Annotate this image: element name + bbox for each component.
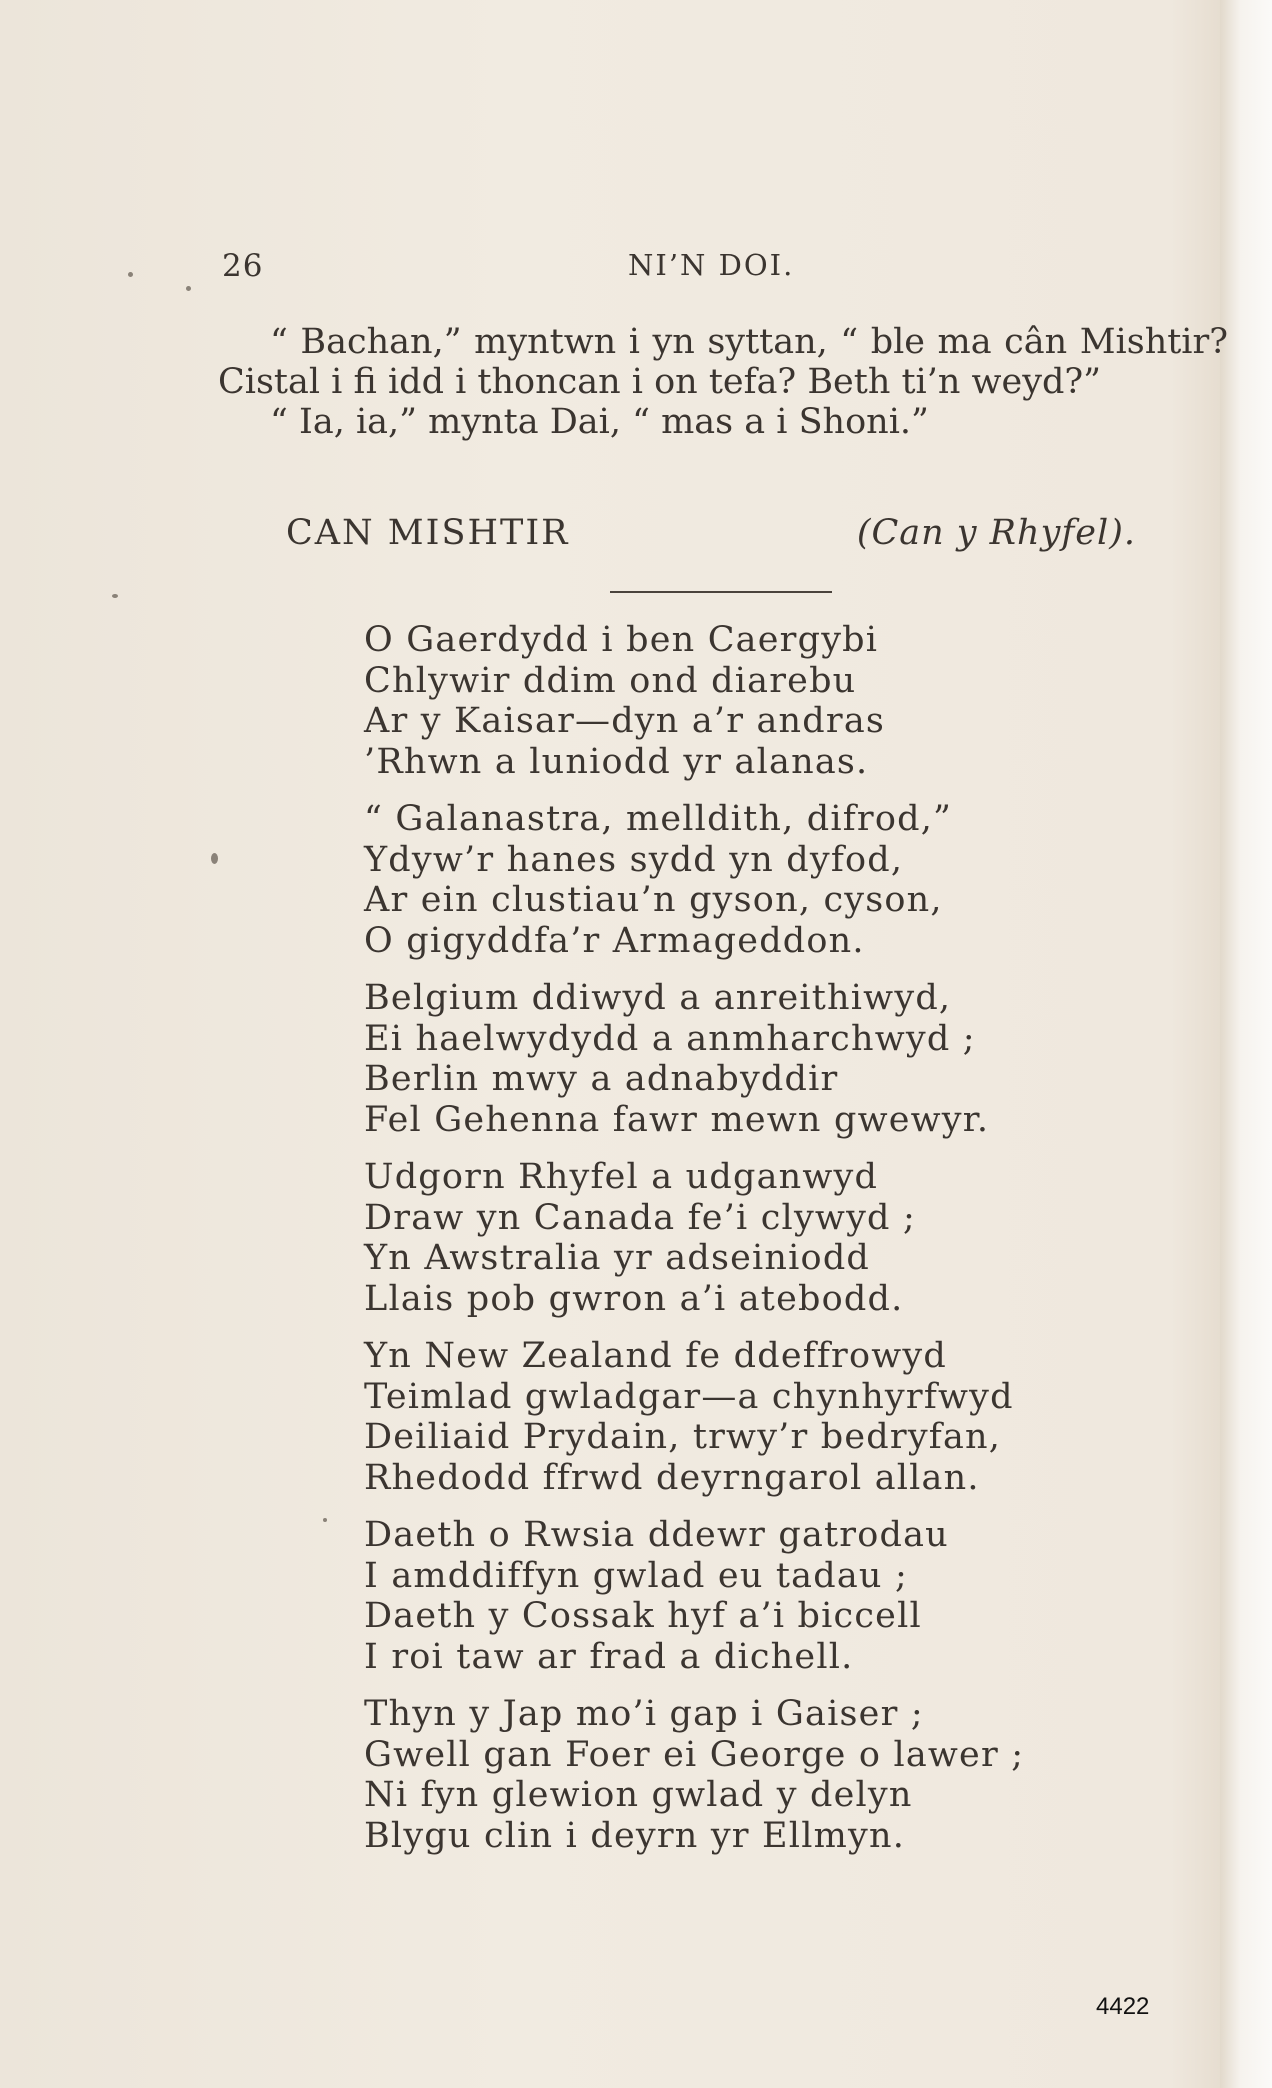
prose-paragraph: “ Ia, ia,” mynta Dai, “ mas a i Shoni.” <box>270 402 929 442</box>
page-header <box>218 248 1218 288</box>
song-subtitle: (Can y Rhyfel). <box>856 513 1136 553</box>
divider-rule <box>610 591 832 593</box>
poem-line: Daeth o Rwsia ddewr gatrodau <box>364 1515 949 1555</box>
page-edge <box>1220 0 1272 2088</box>
poem-line: Ni fyn glewion gwlad y delyn <box>364 1775 913 1815</box>
poem-line: I roi taw ar frad a dichell. <box>364 1636 854 1677</box>
stanza <box>364 1157 1164 1319</box>
running-title: NI’N DOI. <box>628 248 795 282</box>
poem-line: Llais pob gwron a’i atebodd. <box>364 1278 904 1319</box>
prose-paragraph: “ Bachan,” myntwn i yn syttan, “ ble ma cân Mishtir? Cistal i fi idd i thoncan i on tefa? Beth ti’n weyd?” <box>218 322 1228 402</box>
poem-line: Fel Gehenna fawr mewn gwewyr. <box>364 1099 990 1140</box>
poem-line: Ar y Kaisar—dyn a’r andras <box>364 701 886 741</box>
poem-line: Draw yn Canada fe’i clywyd ; <box>364 1197 916 1238</box>
prose-block <box>218 322 1228 442</box>
poem-line: Gwell gan Foer ei George o lawer ; <box>364 1734 1025 1775</box>
stanza <box>364 1515 1164 1677</box>
page-number: 26 <box>222 248 264 284</box>
stanza <box>364 620 1164 782</box>
poem-line: Teimlad gwladgar—a chynhyrfwyd <box>364 1376 1014 1417</box>
poem-line: Chlywir ddim ond diarebu <box>364 660 857 701</box>
stanza <box>364 1694 1164 1856</box>
poem-line: Yn Awstralia yr adseiniodd <box>364 1238 871 1278</box>
poem-line: Daeth y Cossak hyf a’i biccell <box>364 1596 922 1636</box>
poem-line: “ Galanastra, melldith, difrod,” <box>364 799 953 839</box>
speck <box>186 286 191 291</box>
poem-line: Thyn y Jap mo’i gap i Gaiser ; <box>364 1694 924 1734</box>
speck <box>112 594 118 598</box>
song-title: CAN MISHTIR <box>286 513 570 553</box>
song-heading <box>286 513 1136 553</box>
poem-line: I amddiffyn gwlad eu tadau ; <box>364 1555 908 1596</box>
poem-line: O Gaerdydd i ben Caergybi <box>364 620 879 660</box>
poem-line: Ei haelwydydd a anmharchwyd ; <box>364 1018 976 1059</box>
poem-line: Rhedodd ffrwd deyrngarol allan. <box>364 1457 980 1498</box>
poem-line: Ydyw’r hanes sydd yn dyfod, <box>364 839 904 880</box>
speck <box>323 1518 327 1522</box>
poem-line: ’Rhwn a luniodd yr alanas. <box>364 741 869 782</box>
stanza <box>364 1336 1164 1498</box>
poem-line: Udgorn Rhyfel a udganwyd <box>364 1157 879 1197</box>
speck <box>128 272 133 277</box>
poem-line: Ar ein clustiau’n gyson, cyson, <box>364 880 943 920</box>
poem <box>364 620 1164 1873</box>
poem-line: Deiliaid Prydain, trwy’r bedryfan, <box>364 1417 1002 1457</box>
poem-line: Blygu clin i deyrn yr Ellmyn. <box>364 1815 906 1856</box>
reference-number: 4422 <box>1096 1993 1150 2020</box>
poem-line: Berlin mwy a adnabyddir <box>364 1059 839 1099</box>
poem-line: O gigyddfa’r Armageddon. <box>364 920 865 961</box>
poem-line: Yn New Zealand fe ddeffrowyd <box>364 1336 947 1376</box>
stanza <box>364 978 1164 1140</box>
stanza <box>364 799 1164 961</box>
speck <box>211 853 218 864</box>
poem-line: Belgium ddiwyd a anreithiwyd, <box>364 978 952 1018</box>
